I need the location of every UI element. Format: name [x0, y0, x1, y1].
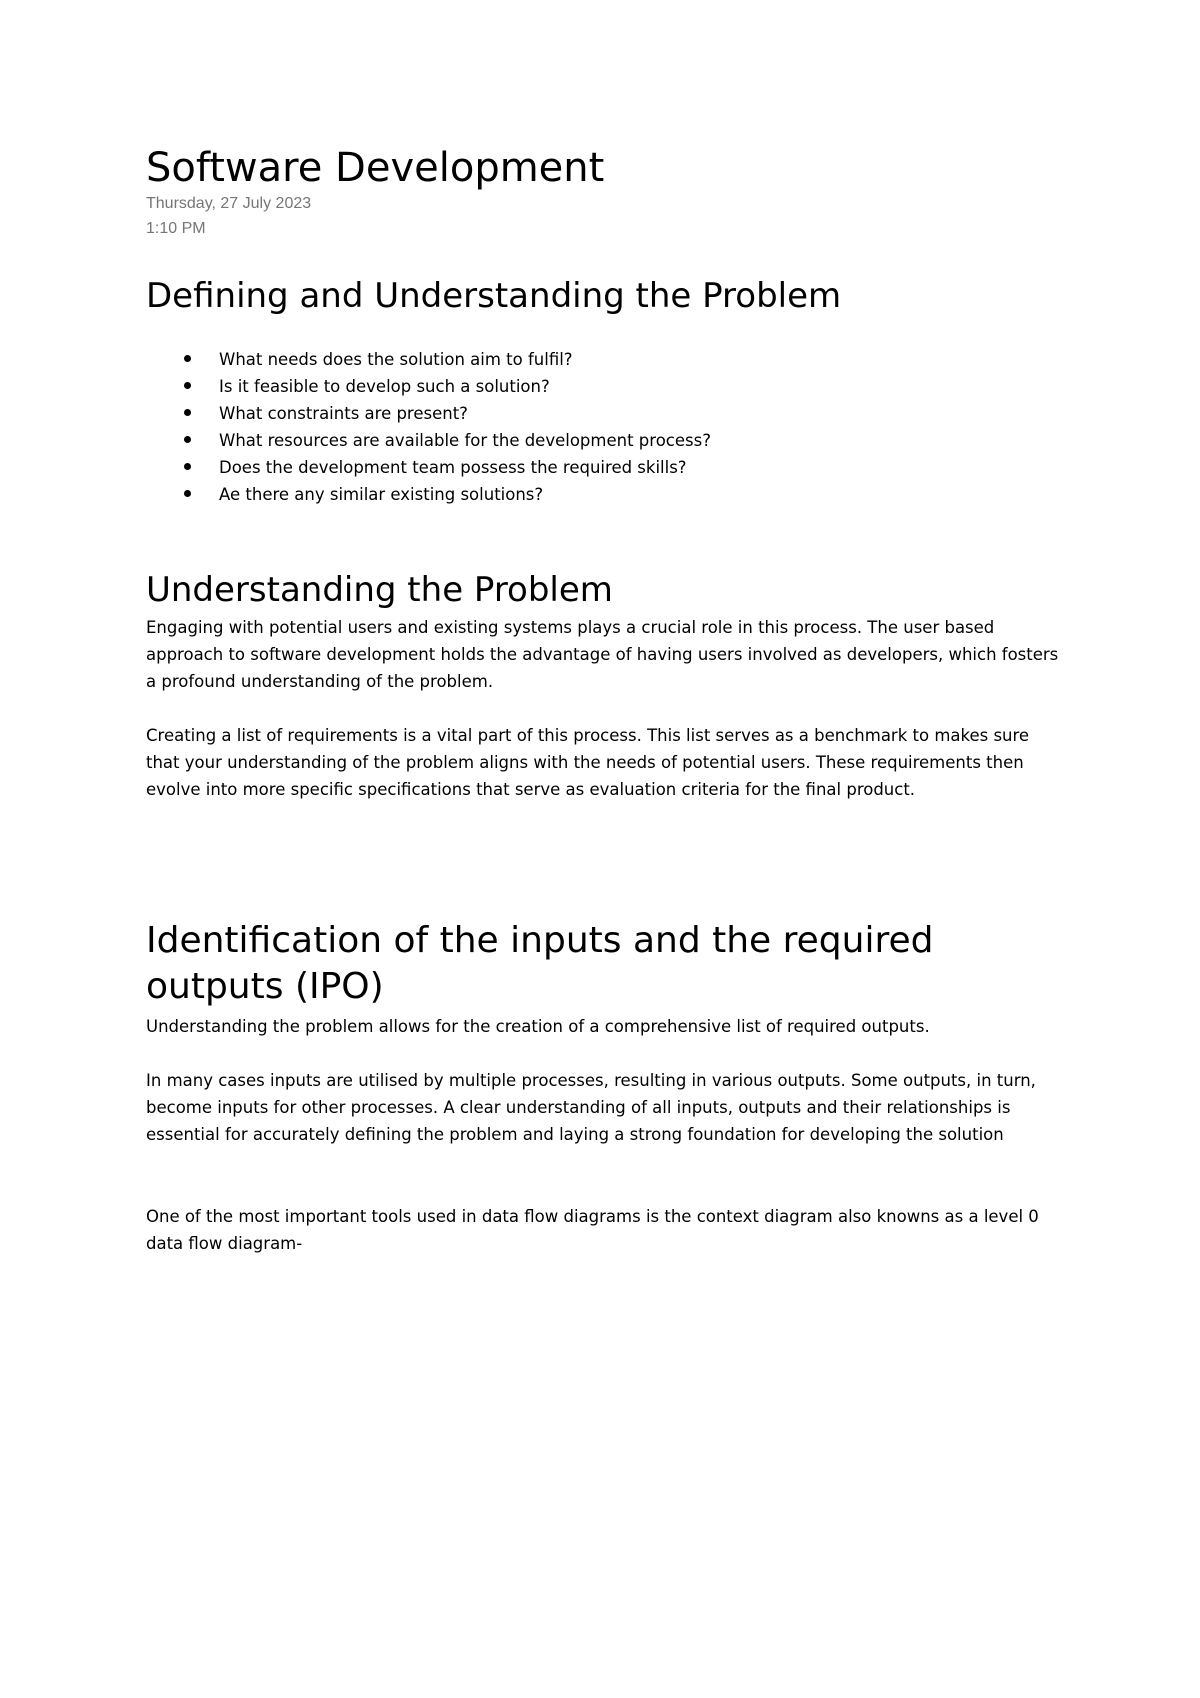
list-item-text: What resources are available for the development process?: [219, 431, 711, 450]
paragraph: Understanding the problem allows for the creation of a comprehensive list of required outputs.: [146, 1017, 930, 1036]
bullet-icon: [184, 409, 191, 416]
bullet-icon: [184, 355, 191, 362]
list-item-text: Ae there any similar existing solutions?: [219, 485, 544, 504]
bullet-icon: [184, 382, 191, 389]
list-item: [146, 373, 711, 400]
list-item: [146, 400, 711, 427]
paragraph: In many cases inputs are utilised by multiple processes, resulting in various outputs. Some outputs, in turn, become inputs for other processes. A clear understanding of all inputs, outputs and their relationships is essential for accurately defining the problem and laying a strong foundation for developing the solution: [146, 1071, 1036, 1144]
paragraph: One of the most important tools used in data flow diagrams is the context diagram also knowns as a level 0 data flow diagram-: [146, 1207, 1039, 1253]
page-title: Software Development: [146, 145, 605, 191]
bullet-icon: [184, 463, 191, 470]
list-item-text: What needs does the solution aim to fulfil?: [219, 350, 573, 369]
bullet-icon: [184, 436, 191, 443]
list-item-text: Does the development team possess the required skills?: [219, 458, 687, 477]
paragraph: Creating a list of requirements is a vital part of this process. This list serves as a benchmark to makes sure that your understanding of the problem aligns with the needs of potential users. These requirements then evolve into more specific specifications that serve as evaluation criteria for the final product.: [146, 726, 1030, 799]
list-item: [146, 454, 711, 481]
list-item-text: What constraints are present?: [219, 404, 468, 423]
question-list: [146, 346, 711, 508]
section-heading-ipo: Identification of the inputs and the required outputs (IPO): [146, 920, 934, 1007]
section-heading-understanding: Understanding the Problem: [146, 570, 613, 610]
list-item: [146, 427, 711, 454]
created-date: Thursday, 27 July 2023: [146, 195, 312, 212]
list-item: [146, 481, 711, 508]
section-heading-defining: Defining and Understanding the Problem: [146, 276, 842, 316]
created-time: 1:10 PM: [146, 220, 206, 237]
list-item: [146, 346, 711, 373]
paragraph: Engaging with potential users and existing systems plays a crucial role in this process. The user based approach to software development holds the advantage of having users involved as developers, which fosters a profound understanding of the problem.: [146, 618, 1059, 691]
bullet-icon: [184, 490, 191, 497]
list-item-text: Is it feasible to develop such a solution?: [219, 377, 550, 396]
